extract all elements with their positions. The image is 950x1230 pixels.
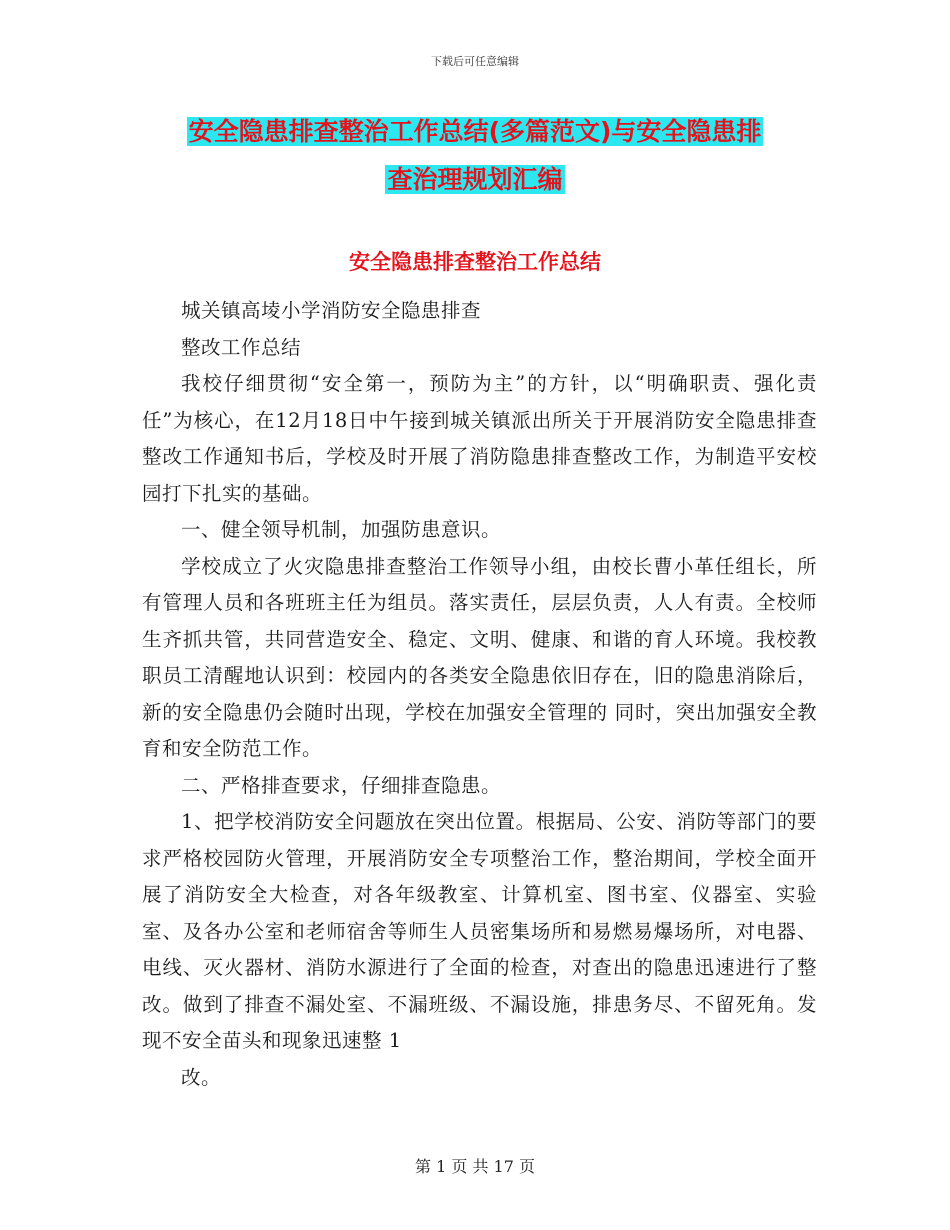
main-title-line-1: 安全隐患排查整治工作总结(多篇范文)与安全隐患排 [188, 117, 762, 146]
body-paragraph: 二、严格排查要求，仔细排查隐患。 [181, 773, 502, 797]
body-paragraph: 改。 [181, 1065, 222, 1089]
section-title: 安全隐患排查整治工作总结 [349, 250, 601, 274]
body-paragraph: 城关镇高堎小学消防安全隐患排查 [181, 299, 482, 322]
body-paragraph: 一、健全领导机制，加强防患意识。 [181, 518, 502, 541]
header-note: 下载后可任意编辑 [431, 55, 519, 68]
document-body [142, 293, 817, 1096]
main-title-line-2: 查治理规划汇编 [387, 165, 563, 194]
body-paragraph: 学校成立了火灾隐患排查整治工作领导小组，由校长曹小革任组长，所有管理人员和各班班主任为组员。落实责任，层层负责，人人有责。全校师生齐抓共管，共同营造安全、稳定、文明、健康、和谐的育人环境。我校教职员工清醒地认识到：校园内的各类安全隐患依旧存在，旧的隐患消除后，新的安全隐患仍会随时出现，学校在加强安全管理的 同时，突出加强安全教育和安全防范工作。 [142, 554, 817, 760]
document-main-title [0, 108, 950, 204]
body-paragraph: 1、把学校消防安全问题放在突出位置。根据局、公安、消防等部门的要求严格校园防火管理，开展消防安全专项整治工作，整治期间，学校全面开展了消防安全大检查，对各年级教室、计算机室、图书室、仪器室、实验室、及各办公室和老师宿舍等师生人员密集场所和易燃易爆场所，对电器、电线、灭火器材、消防水源进行了全面的检查，对查出的隐患迅速进行了整改。做到了排查不漏处室、不漏班级、不漏设施，排患务尽、不留死角。发现不安全苗头和现象迅速整 1 [142, 810, 817, 1052]
page-number: 第 1 页 共 17 页 [415, 1157, 535, 1176]
body-paragraph: 整改工作总结 [181, 335, 302, 359]
body-paragraph: 我校仔细贯彻“安全第一，预防为主”的方针，以“明确职责、强化责任”为核心，在12月18日中午接到城关镇派出所关于开展消防安全隐患排查整改工作通知书后，学校及时开展了消防隐患排查整改工作，为制造平安校园打下扎实的基础。 [142, 372, 817, 505]
